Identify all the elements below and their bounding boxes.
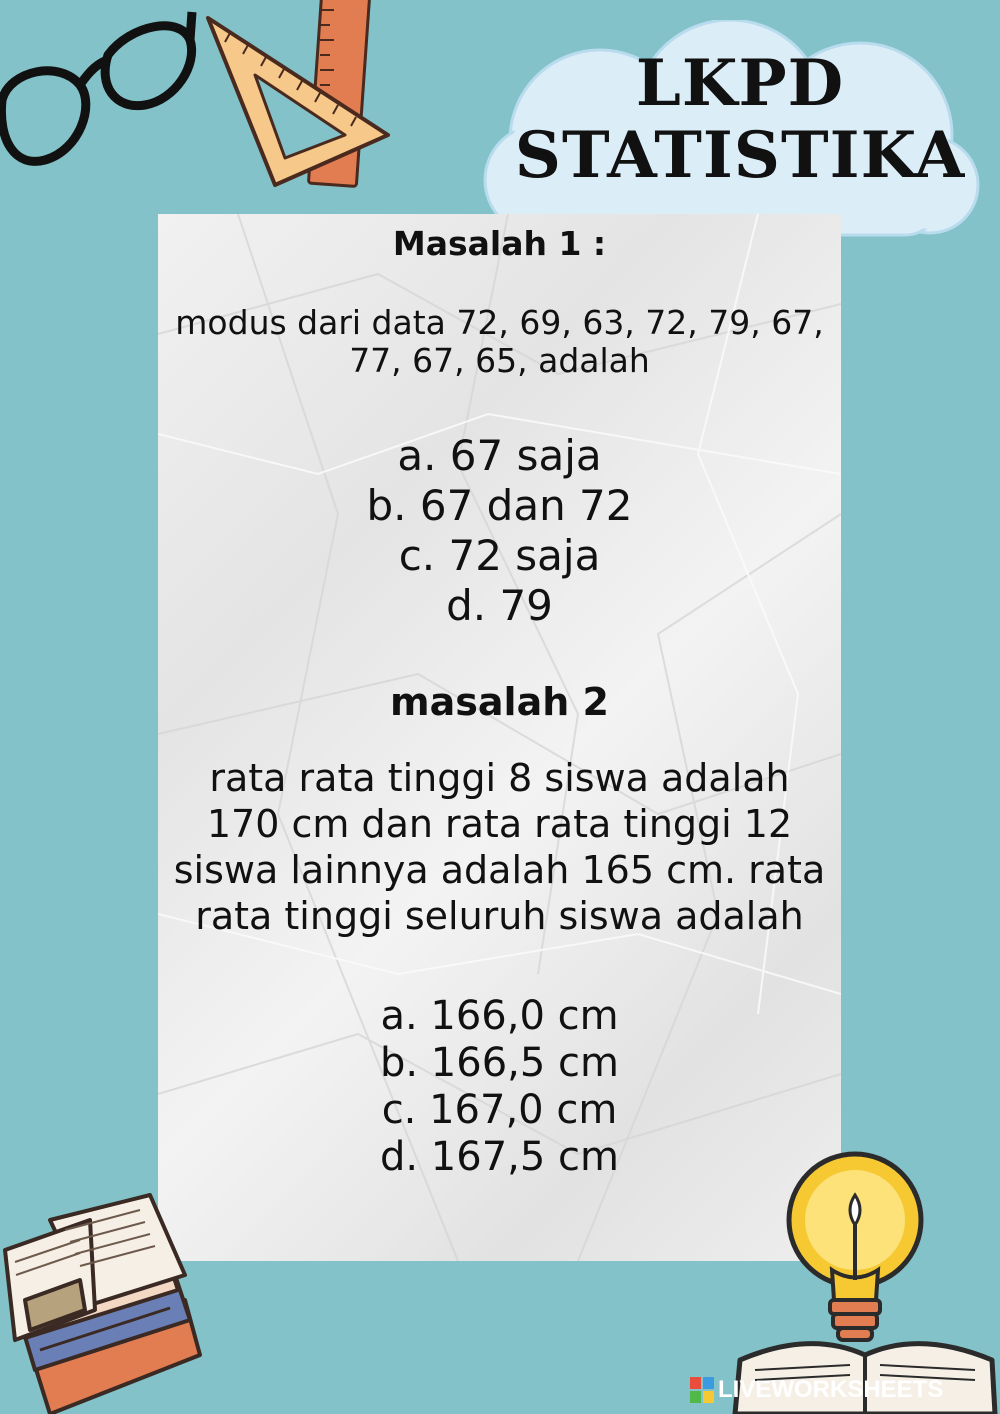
glasses-icon (0, 0, 200, 180)
books-icon (0, 1180, 215, 1414)
liveworksheets-logo-icon (690, 1377, 714, 1403)
problem-1-heading: Masalah 1 : (392, 224, 607, 263)
set-square-icon (200, 0, 400, 195)
problem-1-question-line-1: modus dari data 72, 69, 63, 72, 79, 67, (175, 303, 824, 342)
problem-2-question-line-2: 170 cm dan rata rata tinggi 12 (206, 802, 793, 846)
problem-1-option-d: d. 79 (446, 581, 553, 630)
worksheet-paper (158, 214, 841, 1261)
problem-1-question-line-2: 77, 67, 65, adalah (349, 341, 650, 380)
liveworksheets-watermark (690, 1375, 1000, 1405)
problem-1-option-a: a. 67 saja (397, 431, 602, 480)
problem-2-question-line-1: rata rata tinggi 8 siswa adalah (209, 756, 790, 800)
page-title-line-1: LKPD (635, 46, 845, 121)
problem-2-heading: masalah 2 (390, 680, 609, 724)
problem-1-option-b: b. 67 dan 72 (366, 481, 633, 530)
watermark-text: LIVEWORKSHEETS (718, 1376, 944, 1403)
problem-2-question-line-4: rata tinggi seluruh siswa adalah (195, 894, 804, 938)
problem-2-option-c: c. 167,0 cm (381, 1087, 618, 1133)
page-title-line-2: STATISTIKA (514, 118, 966, 193)
problem-1-option-c: c. 72 saja (398, 531, 601, 580)
problem-2-option-a: a. 166,0 cm (380, 993, 619, 1039)
problem-2-option-d: d. 167,5 cm (379, 1134, 619, 1180)
problem-2-question-line-3: siswa lainnya adalah 165 cm. rata (173, 848, 826, 892)
problem-2-option-b: b. 166,5 cm (379, 1040, 619, 1086)
